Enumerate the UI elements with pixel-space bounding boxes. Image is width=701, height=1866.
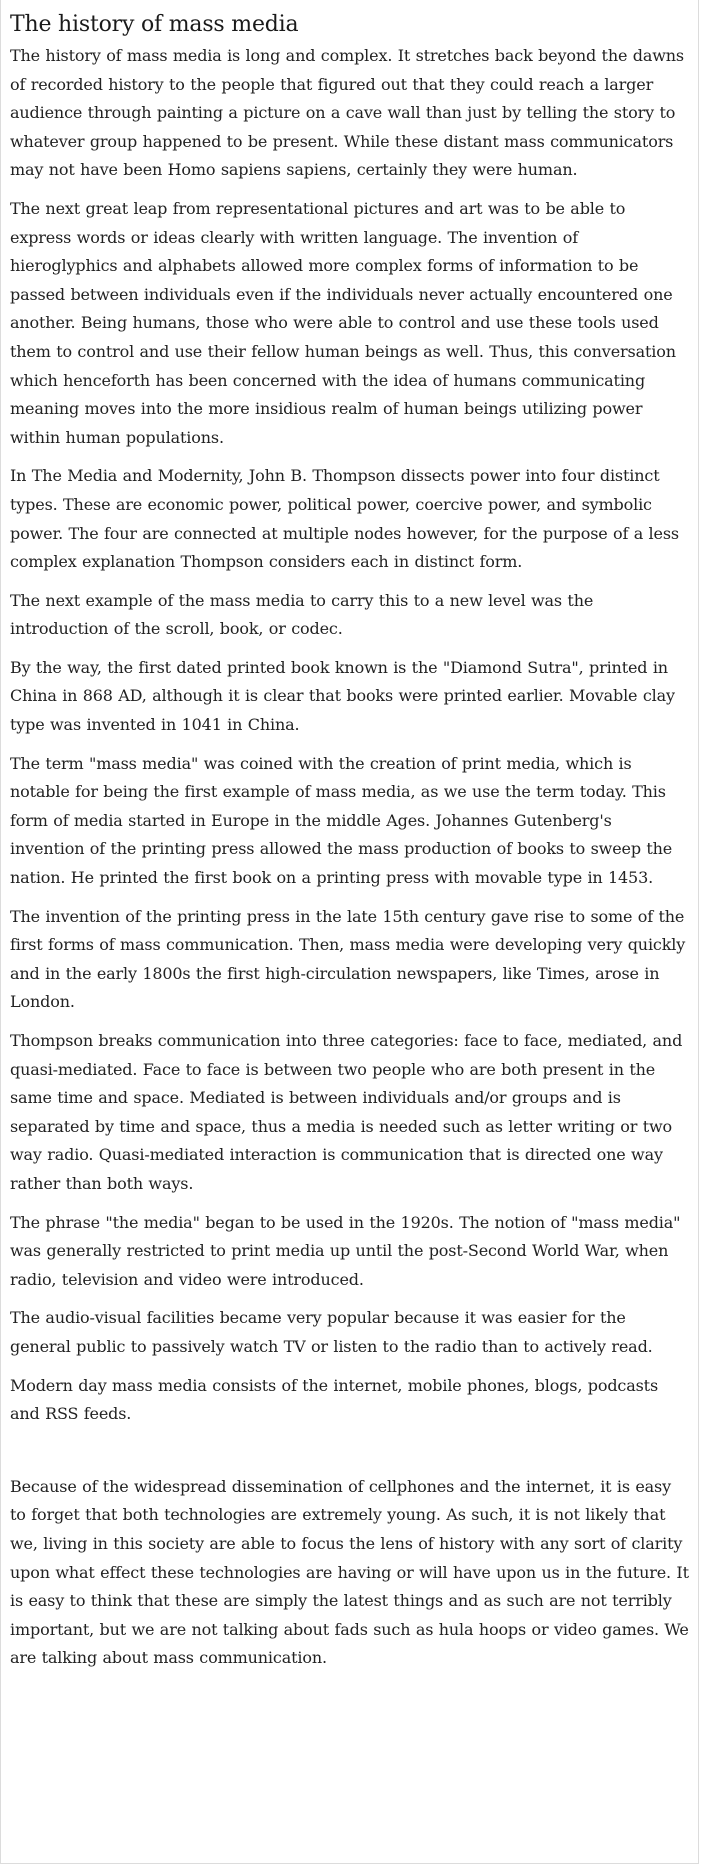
paragraph-4: The next example of the mass media to carry this to a new level was the introduction of the scroll, book, or codec. [10, 590, 594, 639]
paragraph-8: Thompson breaks communication into three categories: face to face, mediated, and quasi-mediated. Face to face is between two people who are both present in the same time and space. Mediated is between individuals and/or groups and is separated by time and space, thus a media is needed such as letter writing or two way radio. Quasi-mediated interaction is communication that is directed one way rather than both ways. [10, 1031, 683, 1193]
paragraph-7: The invention of the printing press in the late 15th century gave rise to some of the first forms of mass communication. Then, mass media were developing very quickly and in the early 1800s the first high-circulation newspapers, like Times, arose in London. [10, 906, 686, 1012]
article-title: The history of mass media [10, 12, 299, 37]
paragraph-9: The phrase "the media" began to be used in the 1920s. The notion of "mass media" was generally restricted to print media up until the post-Second World War, when radio, television and video were introduced. [10, 1212, 681, 1289]
paragraph-10: The audio-visual facilities became very popular because it was easier for the general public to passively watch TV or listen to the radio than to actively read. [10, 1308, 653, 1356]
paragraph-6: The term "mass media" was coined with the creation of print media, which is notable for being the first example of mass media, as we use the term today. This form of media started in Europe in the middle Ages. Johannes Gutenberg's invention of the printing press allowed the mass production of books to sweep the nation. He printed the first book on a printing press with movable type in 1453. [10, 753, 673, 888]
paragraph-gap [10, 1439, 689, 1473]
paragraph-5: By the way, the first dated printed book known is the "Diamond Sutra", printed in China in 868 AD, although it is clear that books were printed earlier. Movable clay type was invented in 1041 in China. [10, 657, 675, 735]
paragraph-11: Modern day mass media consists of the internet, mobile phones, blogs, podcasts and RSS feeds. [10, 1375, 659, 1424]
paragraph-1: The history of mass media is long and complex. It stretches back beyond the dawns of recorded history to the people that figured out that they could reach a larger audience through painting a picture on a cave wall than just by telling the story to whatever group happened to be present. While these distant mass communicators may not have been Homo sapiens sapiens, certainly they were human. [10, 46, 684, 180]
paragraph-2: The next great leap from representational pictures and art was to be able to express words or ideas clearly with written language. The invention of hieroglyphics and alphabets allowed more complex forms of information to be passed between individuals even if the individuals never actually encountered one another. Being humans, those who were able to control and use these tools used them to control and use their fellow human beings as well. Thus, this conversation which henceforth has been concerned with the idea of humans communicating meaning moves into the more insidious realm of human beings utilizing power within human populations. [10, 198, 676, 447]
paragraph-12: Because of the widespread dissemination of cellphones and the internet, it is easy to forget that both technologies are extremely young. As such, it is not likely that we, living in this society are able to focus the lens of history with any sort of clarity upon what effect these technologies are having or will have upon us in the future. It is easy to think that these are simply the latest things and as such are not terribly important, but we are not talking about fads such as hula hoops or video games. We are talking about mass communication. [10, 1476, 689, 1668]
paragraph-3: In The Media and Modernity, John B. Thompson dissects power into four distinct types. These are economic power, political power, coercive power, and symbolic power. The four are connected at multiple nodes however, for the purpose of a less complex explanation Thompson considers each in distinct form. [10, 466, 679, 572]
